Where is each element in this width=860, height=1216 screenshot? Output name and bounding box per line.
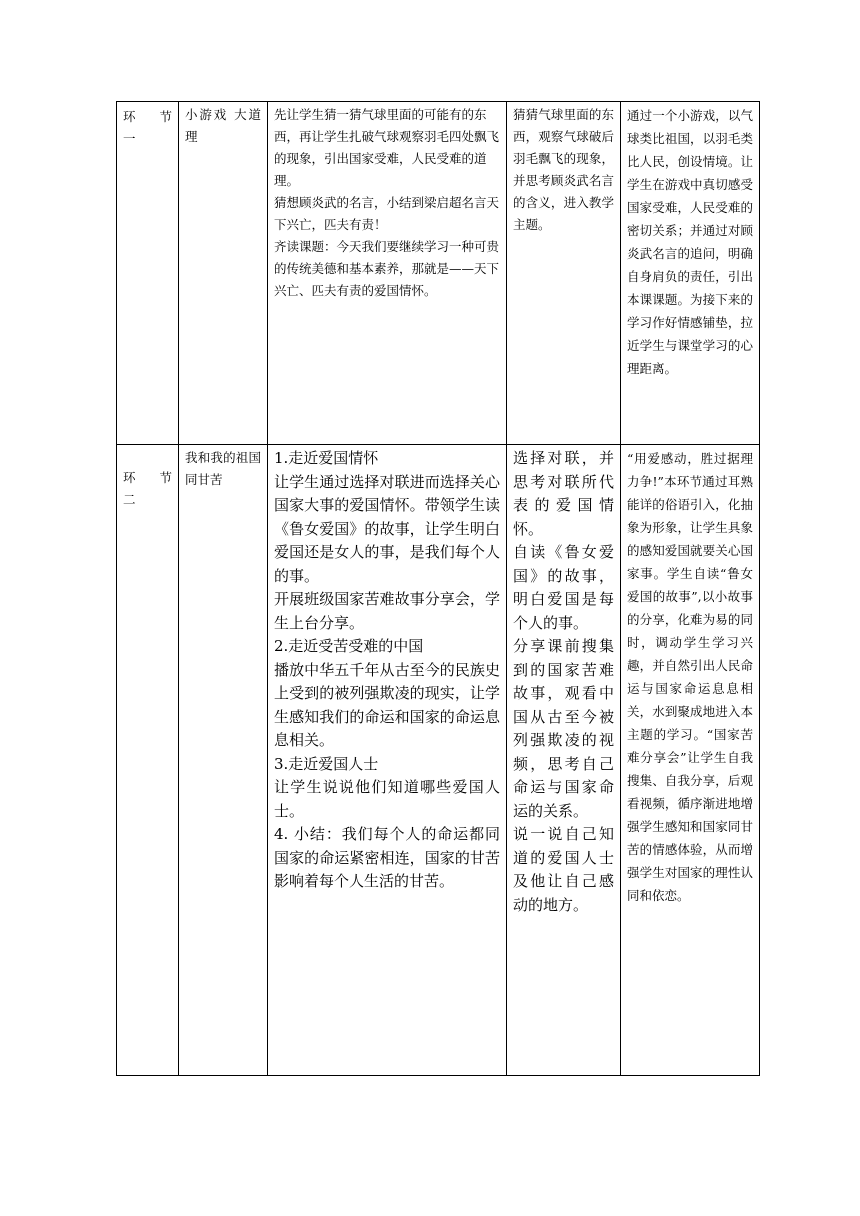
paragraph: “用爱感动，胜过据理力争!”本环节通过耳熟能详的俗语引入，化抽象为形象，让学生具象的感知爱国就要关心国家事。学生自读“鲁女爱国的故事”,以小故事的分享，化难为易的同时，调动学生学习兴趣，并自然引出人民命运与国家命运息息相关，水到聚成地进入本主题的学习。“国家苦难分享会”让学生自我搜集、自我分享，后观看视频，循序渐进地增强学生感知和国家同甘苦的情感体验，从而增强学生对国家的理性认同和依恋。 [627, 451, 753, 903]
stage-number: 一 [123, 131, 136, 146]
paragraph: 让学生通过选择对联进而选择关心国家大事的爱国情怀。带领学生读《鲁女爱国》的故事，让学生明白爱国还是女人的事，是我们每个人的事。 [274, 472, 500, 585]
paragraph: 先让学生猜一猜气球里面的可能有的东西，再让学生扎破气球观察羽毛四处飘飞的现象，引出国家受难，人民受难的道理。 [274, 107, 500, 188]
teacher-activity-cell [268, 102, 507, 445]
paragraph: 选择对联，并思考对联所代表的爱国情怀。 [513, 449, 614, 538]
stage-cell [117, 445, 179, 1076]
stage-label [123, 447, 172, 489]
table-row [117, 102, 760, 445]
paragraph: 开展班级国家苦难故事分享会，学生上台分享。 [274, 590, 500, 632]
paragraph: 猜想顾炎武的名言，小结到梁启超名言天下兴亡，匹夫有责！ [274, 195, 500, 232]
paragraph: 猜猜气球里面的东西，观察气球破后羽毛飘飞的现象，并思考顾炎武名言的含义，进入教学主题。 [513, 107, 614, 232]
stage-label-line: 环 节 [123, 109, 172, 124]
activity-title: 小游戏 大道理 [185, 107, 261, 144]
paragraph: 分享课前搜集到的国家苦难故事，观看中国从古至今被列强欺凌的视频，思考自己命运与国家命运的关系。 [513, 637, 614, 820]
paragraph: 4. 小结：我们每个人的命运都同国家的命运紧密相连，国家的甘苦影响着每个人生活的甘苦。 [274, 825, 500, 890]
student-activity-cell [507, 445, 621, 1076]
activity-cell [179, 102, 268, 445]
paragraph: 通过一个小游戏，以气球类比祖国，以羽毛类比人民，创设情境。让学生在游戏中真切感受国家受难，人民受难的密切关系；并通过对顾炎武名言的追问，明确自身肩负的责任，引出本课课题。为接下来的学习作好情感铺垫，拉近学生与课堂学习的心理距离。 [627, 108, 753, 376]
paragraph: 2.走近受苦受难的中国 [274, 637, 424, 655]
activity-cell [179, 445, 268, 1076]
paragraph: 播放中华五千年从古至今的民族史上受到的被列强欺凌的现实，让学生感知我们的命运和国家的命运息息相关。 [274, 660, 500, 749]
stage-label [123, 104, 172, 128]
paragraph: 1.走近爱国情怀 [274, 449, 379, 467]
design-intent-cell [621, 445, 760, 1076]
activity-title: 我和我的祖国同甘苦 [185, 450, 261, 487]
table-row [117, 445, 760, 1076]
stage-number: 二 [123, 492, 136, 507]
paragraph: 齐读课题：今天我们要继续学习一种可贵的传统美德和基本素养，那就是——天下兴亡、匹夫有责的爱国情怀。 [274, 239, 500, 298]
lesson-plan-table [116, 101, 760, 1076]
paragraph: 说一说自己知道的爱国人士及他让自己感动的地方。 [513, 825, 614, 914]
paragraph: 自读《鲁女爱国》的故事，明白爱国是每个人的事。 [513, 543, 614, 632]
stage-label-line: 环 节 [123, 470, 172, 485]
stage-cell [117, 102, 179, 445]
design-intent-cell [621, 102, 760, 445]
paragraph: 3.走近爱国人士 [274, 754, 379, 773]
student-activity-cell [507, 102, 621, 445]
teacher-activity-cell [268, 445, 507, 1076]
paragraph: 让学生说说他们知道哪些爱国人士。 [274, 778, 500, 820]
